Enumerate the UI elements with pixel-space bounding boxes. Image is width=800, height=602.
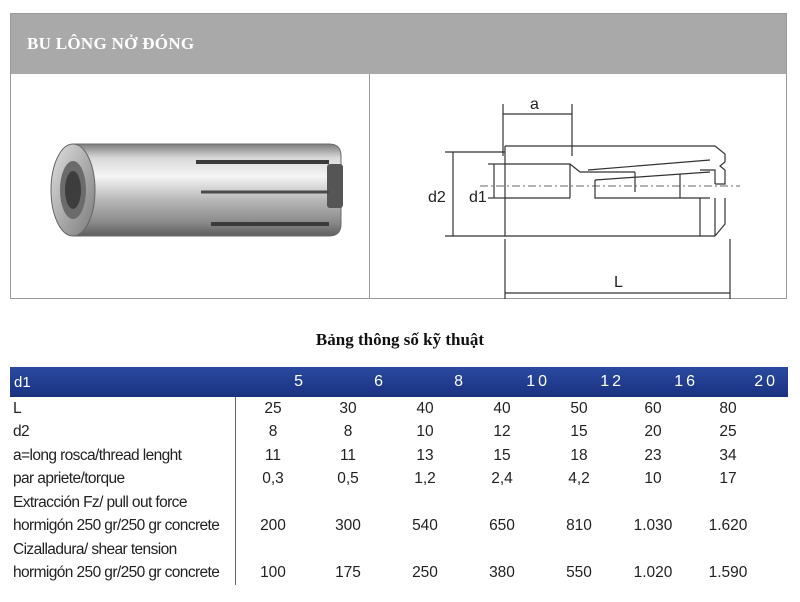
table-cell: 1.020 <box>633 564 673 582</box>
spec-table <box>10 367 788 585</box>
row-label: hormigón 250 gr/250 gr concrete <box>10 515 236 539</box>
table-row <box>10 444 788 468</box>
row-label: L <box>10 397 236 421</box>
dim-label-L: L <box>614 274 623 291</box>
product-photo-panel <box>11 74 369 299</box>
table-row <box>10 468 788 492</box>
header-cell: 10 <box>526 373 550 390</box>
table-cell: 540 <box>412 517 438 535</box>
anchor-photo <box>11 74 369 299</box>
table-cell: 8 <box>343 423 353 441</box>
table-cell: 175 <box>335 564 361 582</box>
table-cell: 1,2 <box>414 470 436 488</box>
table-row <box>10 491 788 515</box>
table-cell: 10 <box>644 470 662 488</box>
table-cell: 15 <box>570 423 588 441</box>
table-cell: 80 <box>719 399 737 417</box>
table-cell: 13 <box>416 446 434 464</box>
table-cell: 23 <box>644 446 662 464</box>
row-label: par apriete/torque <box>10 468 236 492</box>
table-row <box>10 515 788 539</box>
table-cell: 200 <box>260 517 286 535</box>
table-cell: 0,5 <box>337 470 359 488</box>
table-cell: 17 <box>719 470 737 488</box>
product-card <box>10 13 787 299</box>
header-label: d1 <box>14 373 31 391</box>
header-cell: 12 <box>600 373 624 390</box>
dim-label-a: a <box>530 96 539 113</box>
table-cell: 100 <box>260 564 286 582</box>
row-label: d2 <box>10 421 236 445</box>
table-cell: 40 <box>493 399 511 417</box>
table-row <box>10 421 788 445</box>
table-cell: 60 <box>644 399 662 417</box>
table-cell: 650 <box>489 517 515 535</box>
header-cell: 5 <box>294 373 306 390</box>
header-cell: 6 <box>374 373 386 390</box>
table-cell: 4,2 <box>568 470 590 488</box>
table-cell: 0,3 <box>262 470 284 488</box>
row-label: Extracción Fz/ pull out force <box>10 491 236 515</box>
table-row <box>10 562 788 586</box>
header-bar <box>11 14 786 74</box>
row-label: Cizalladura/ shear tension <box>10 538 236 562</box>
table-cell: 40 <box>416 399 434 417</box>
table-cell: 25 <box>719 423 737 441</box>
table-cell: 1.030 <box>633 517 673 535</box>
table-row <box>10 538 788 562</box>
table-cell: 20 <box>644 423 662 441</box>
table-cell: 18 <box>570 446 588 464</box>
table-cell: 15 <box>493 446 511 464</box>
header-cell: 20 <box>754 373 778 390</box>
table-cell: 1.590 <box>708 564 748 582</box>
technical-drawing <box>370 74 787 299</box>
table-cell: 300 <box>335 517 361 535</box>
table-cell: 30 <box>339 399 357 417</box>
table-cell: 11 <box>264 446 282 464</box>
table-cell: 50 <box>570 399 588 417</box>
table-cell: 8 <box>268 423 278 441</box>
table-cell: 250 <box>412 564 438 582</box>
dim-label-d1: d1 <box>469 189 487 206</box>
row-label: hormigón 250 gr/250 gr concrete <box>10 562 236 586</box>
technical-drawing-panel <box>370 74 787 299</box>
table-title: Bảng thông số kỹ thuật <box>315 330 485 349</box>
table-cell: 810 <box>566 517 592 535</box>
table-cell: 2,4 <box>491 470 513 488</box>
table-cell: 12 <box>493 423 511 441</box>
header-cell: 8 <box>454 373 466 390</box>
table-cell: 25 <box>264 399 282 417</box>
table-cell: 550 <box>566 564 592 582</box>
table-cell: 10 <box>416 423 434 441</box>
table-row <box>10 397 788 421</box>
dim-label-d2: d2 <box>428 189 446 206</box>
table-cell: 34 <box>719 446 737 464</box>
row-label: a=long rosca/thread lenght <box>10 444 236 468</box>
product-title: BU LÔNG NỞ ĐÓNG <box>27 34 195 53</box>
table-cell: 11 <box>339 446 357 464</box>
table-cell: 1.620 <box>708 517 748 535</box>
header-cell: 16 <box>674 373 698 390</box>
table-header-row <box>10 367 788 397</box>
table-cell: 380 <box>489 564 515 582</box>
